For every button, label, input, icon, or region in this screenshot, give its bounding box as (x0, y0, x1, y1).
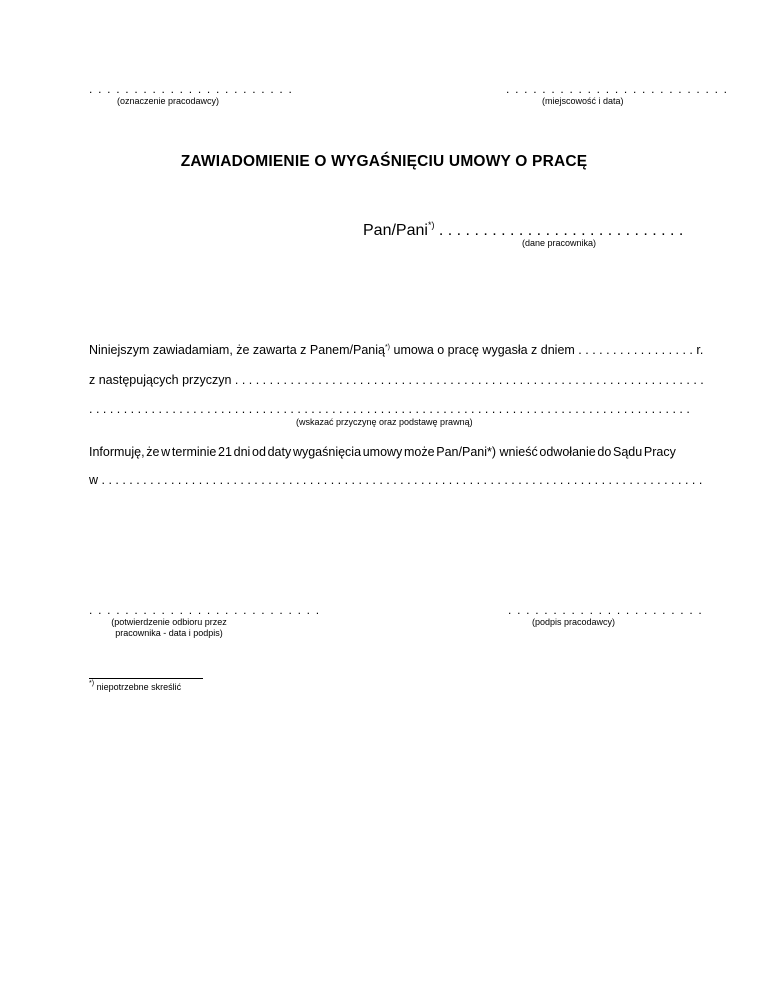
body-line-appeal (89, 445, 676, 459)
body-line1-text-b: umowa o pracę wygasła z dniem . . . . . . . . . . . . . . . . . r. (390, 343, 704, 357)
receipt-dots: . . . . . . . . . . . . . . . . . . . . . . . . . . (89, 603, 321, 617)
employer-designation-dots: . . . . . . . . . . . . . . . . . . . . . . . (89, 82, 294, 96)
body-line-reasons-dots: . . . . . . . . . . . . . . . . . . . . . . . . . . . . . . . . . . . . . . . . . . . . . . . . . . . . . . . . . . . . . . . . . . . . . . . . . . . . . . . . . . . . . . . (89, 402, 690, 416)
asterisk-mark: *) (89, 680, 95, 687)
addressee-prefix: Pan/Pani (363, 222, 428, 239)
appeal-word: terminie (171, 445, 217, 459)
appeal-word: Informuję, (89, 445, 145, 459)
footnote-divider (89, 678, 203, 679)
appeal-word: że (146, 445, 160, 459)
receipt-label-line1: (potwierdzenie odbioru przez (111, 617, 227, 627)
appeal-word: wygaśnięcia (292, 445, 362, 459)
appeal-word: Sądu (612, 445, 643, 459)
appeal-word: do (597, 445, 612, 459)
asterisk-mark: *) (427, 220, 435, 230)
appeal-word: od (252, 445, 266, 459)
reasons-label: (wskazać przyczynę oraz podstawę prawną) (296, 417, 473, 427)
employer-designation-label: (oznaczenie pracodawcy) (117, 96, 220, 106)
appeal-word: odwołanie (539, 445, 596, 459)
receipt-label-line2: pracownika - data i podpis) (115, 628, 223, 638)
appeal-word: w (161, 445, 171, 459)
body-line-reasons: z następujących przyczyn . . . . . . . . . . . . . . . . . . . . . . . . . . . . . . . . . . . . . . . . . . . . . . . . . . . . . . . . . . . . . . . . . . . . (89, 373, 704, 387)
document-title: ZAWIADOMIENIE O WYGAŚNIĘCIU UMOWY O PRACĘ (180, 153, 588, 170)
addressee-label: (dane pracownika) (522, 238, 597, 248)
appeal-word: 21 (218, 445, 232, 459)
appeal-word: może (404, 445, 435, 459)
employer-signature-label: (podpis pracodawcy) (532, 617, 616, 627)
addressee-dots: . . . . . . . . . . . . . . . . . . . . . . . . . . . . (434, 222, 684, 239)
employer-signature-dots: . . . . . . . . . . . . . . . . . . . . . . (508, 603, 703, 617)
appeal-word: Pracy (643, 445, 676, 459)
place-date-dots: . . . . . . . . . . . . . . . . . . . . . . . . . (506, 82, 729, 96)
receipt-label (89, 617, 249, 639)
body-line-expiry (89, 343, 703, 358)
appeal-word: daty (267, 445, 292, 459)
appeal-word: Pan/Pani*) wnieść (436, 445, 538, 459)
appeal-word: dni (233, 445, 251, 459)
place-date-label: (miejscowość i data) (542, 96, 624, 106)
body-line-court: w . . . . . . . . . . . . . . . . . . . . . . . . . . . . . . . . . . . . . . . . . . . . . . . . . . . . . . . . . . . . . . . . . . . . . . . . . . . . . . . . . . . . . . . (89, 473, 703, 487)
footnote-text: niepotrzebne skreślić (94, 682, 182, 692)
footnote (89, 682, 181, 693)
appeal-word: umowy (362, 445, 403, 459)
body-line1-text-a: Niniejszym zawiadamiam, że zawarta z Panem/Panią (89, 343, 385, 357)
asterisk-mark: *) (384, 344, 391, 351)
